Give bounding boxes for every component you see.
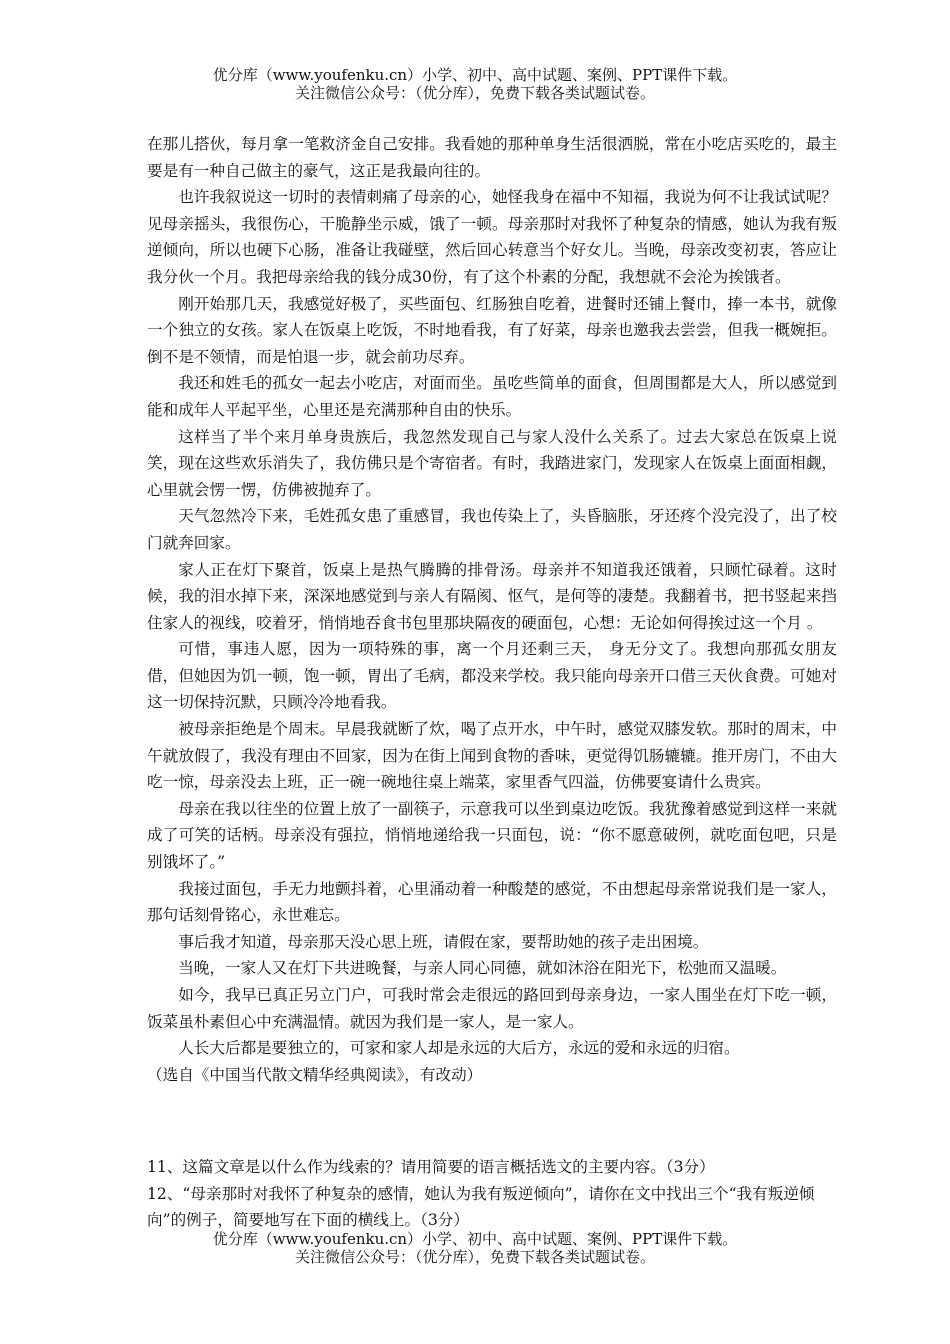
paragraph: 被母亲拒绝是个周末。早晨我就断了炊，喝了点开水，中午时，感觉双膝发软。那时的周末，中午就放假了，我没有理由不回家，因为在街上闻到食物的香味，更觉得饥肠辘辘。推开房门，不由大吃一惊，母亲没去上班，正一碗一碗地往桌上端菜，家里香气四溢，仿佛要宴请什么贵宾。 bbox=[147, 720, 837, 792]
paragraph: 在那儿搭伙，每月拿一笔救济金自己安排。我看她的那种单身生活很洒脱，常在小吃店买吃的，最主要是有一种自己做主的豪气，这正是我最向往的。 bbox=[147, 135, 837, 180]
paragraph: 人长大后都是要独立的，可家和家人却是永远的大后方，永远的爱和永远的归宿。 bbox=[178, 1039, 740, 1058]
paragraph: 当晚，一家人又在灯下共进晚餐，与亲人同心同德，就如沐浴在阳光下，松弛而又温暖。 bbox=[178, 959, 787, 978]
question-12: 12、“母亲那时对我怀了种复杂的感情，她认为我有叛逆倾向”，请你在文中找出三个“我有叛逆倾向”的例子，简要地写在下面的横线上。（3分） bbox=[147, 1184, 815, 1230]
paragraph: 刚开始那几天，我感觉好极了，买些面包、红肠独自吃着，进餐时还铺上餐巾，捧一本书，就像一个独立的女孩。家人在饭桌上吃饭，不时地看我，有了好菜，母亲也邀我去尝尝，但我一概婉拒。倒不是不领情，而是怕退一步，就会前功尽弃。 bbox=[147, 294, 837, 366]
header-line-1: 优分库（www.youfenku.cn）小学、初中、高中试题、案例、PPT课件下载。 bbox=[212, 66, 738, 84]
paragraph: 我接过面包，手无力地颤抖着，心里涌动着一种酸楚的感觉，不由想起母亲常说我们是一家人，那句话刻骨铭心，永世难忘。 bbox=[147, 879, 837, 925]
page-footer bbox=[0, 1230, 950, 1266]
questions bbox=[147, 1154, 837, 1234]
footer-line-2: 关注微信公众号：（优分库），免费下载各类试题试卷。 bbox=[294, 1248, 655, 1266]
header-line-2: 关注微信公众号：（优分库），免费下载各类试题试卷。 bbox=[294, 84, 655, 102]
paragraph: 天气忽然冷下来，毛姓孤女患了重感冒，我也传染上了，头昏脑胀，牙还疼个没完没了，出了校门就奔回家。 bbox=[147, 507, 837, 552]
page-header bbox=[0, 66, 950, 102]
article-body bbox=[147, 131, 837, 1088]
paragraph: 这样当了半个来月单身贵族后，我忽然发现自己与家人没什么关系了。过去大家总在饭桌上说笑，现在这些欢乐消失了，我仿佛只是个寄宿者。有时，我踏进家门，发现家人在饭桌上面面相觑，心里就会愣一愣，仿佛被抛弃了。 bbox=[147, 427, 837, 499]
source-citation: （选自《中国当代散文精华经典阅读》，有改动） bbox=[147, 1065, 483, 1084]
question-11: 11、这篇文章是以什么作为线索的？请用简要的语言概括选文的主要内容。（3分） bbox=[147, 1158, 715, 1176]
paragraph: 事后我才知道，母亲那天没心思上班，请假在家，要帮助她的孩子走出困境。 bbox=[178, 932, 709, 951]
paragraph: 我还和姓毛的孤女一起去小吃店，对面而坐。虽吃些简单的面食，但周围都是大人，所以感觉到能和成年人平起平坐，心里还是充满那种自由的快乐。 bbox=[147, 374, 837, 419]
paragraph: 母亲在我以往坐的位置上放了一副筷子，示意我可以坐到桌边吃饭。我犹豫着感觉到这样一来就成了可笑的话柄。母亲没有强拉，悄悄地递给我一只面包，说：“你不愿意破例，就吃面包吧，只是别饿坏了。” bbox=[147, 799, 837, 872]
paragraph: 如今，我早已真正另立门户，可我时常会走很远的路回到母亲身边，一家人围坐在灯下吃一顿，饭菜虽朴素但心中充满温情。就因为我们是一家人，是一家人。 bbox=[147, 986, 837, 1031]
paragraph: 可惜，事违人愿，因为一项特殊的事，离一个月还剩三天， 身无分文了。我想向那孤女朋友借，但她因为饥一顿，饱一顿，胃出了毛病，都没来学校。我只能向母亲开口借三天伙食费。可她对这一切保持沉默，只顾冷冷地看我。 bbox=[147, 640, 837, 712]
paragraph: 家人正在灯下聚首，饭桌上是热气腾腾的排骨汤。母亲并不知道我还饿着，只顾忙碌着。这时候，我的泪水掉下来，深深地感觉到与亲人有隔阂、怄气，是何等的凄楚。我翻着书，把书竖起来挡住家人的视线，咬着牙，悄悄地吞食书包里那块隔夜的硬面包，心想：无论如何得挨过这一个月 。 bbox=[147, 560, 837, 632]
footer-line-1: 优分库（www.youfenku.cn）小学、初中、高中试题、案例、PPT课件下载。 bbox=[212, 1230, 738, 1248]
paragraph: 也许我叙说这一切时的表情刺痛了母亲的心，她怪我身在福中不知福，我说为何不让我试试呢？见母亲摇头，我很伤心，干脆静坐示威，饿了一顿。母亲那时对我怀了种复杂的情感，她认为我有叛逆倾向，所以也硬下心肠，准备让我碰壁，然后回心转意当个好女儿。当晚，母亲改变初衷，答应让我分伙一个月。我把母亲给我的钱分成30份，有了这个朴素的分配，我想就不会沦为挨饿者。 bbox=[147, 188, 837, 286]
